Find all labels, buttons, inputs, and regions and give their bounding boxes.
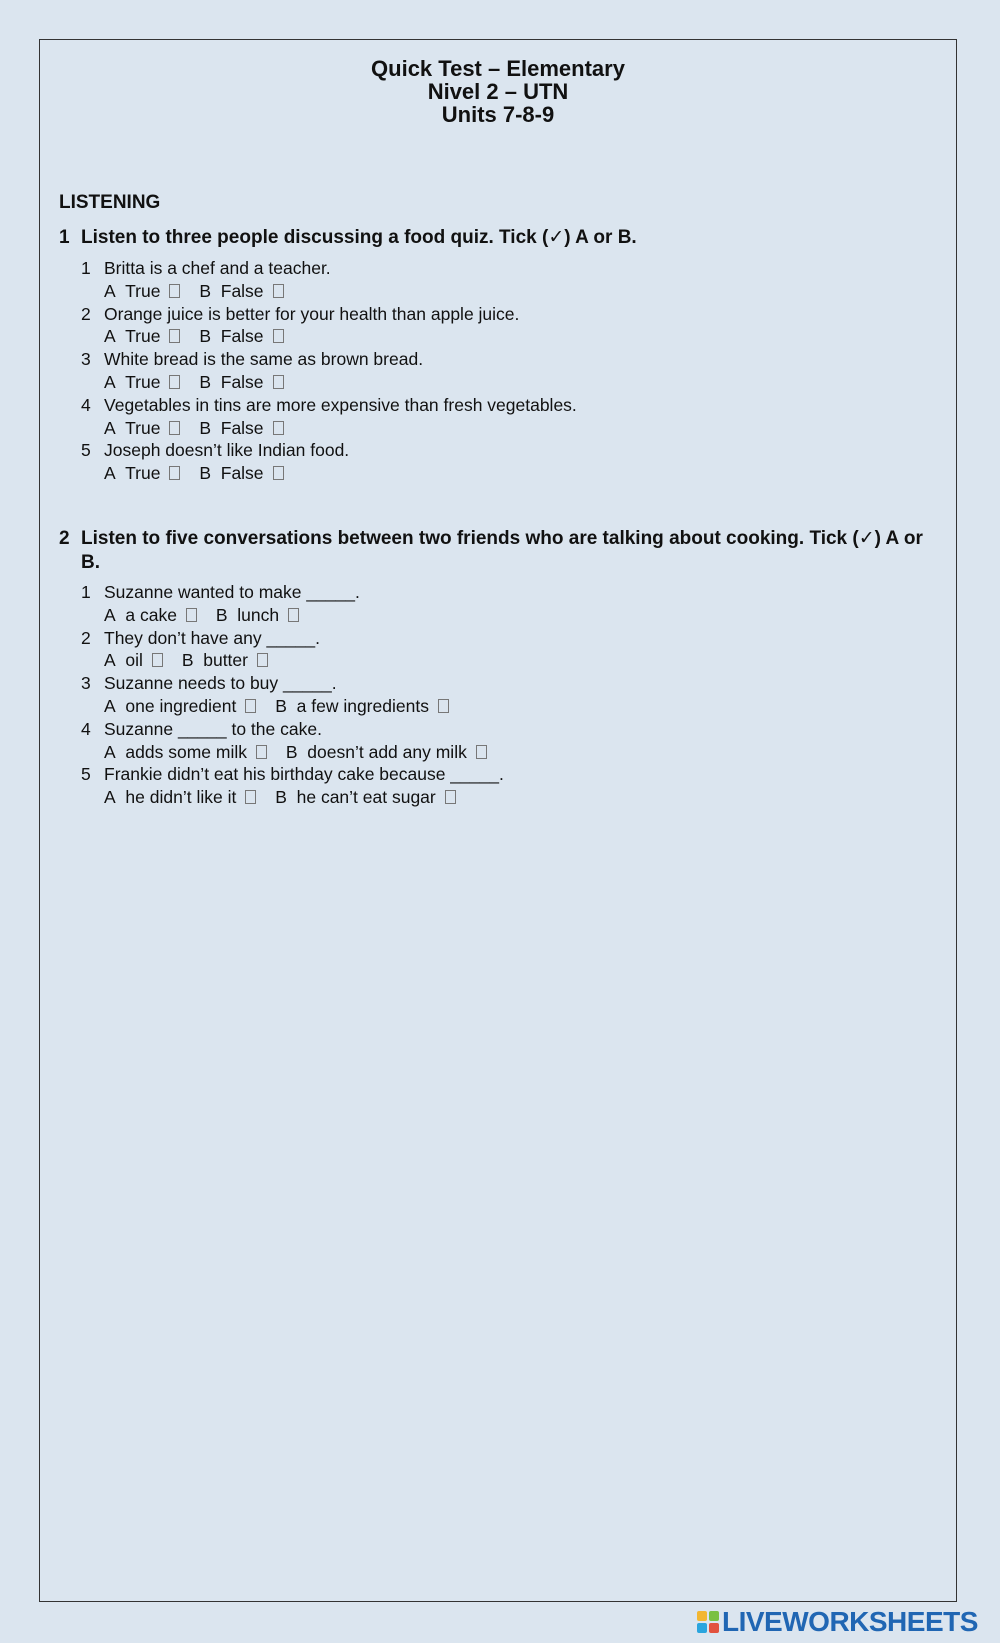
option-label: a cake: [125, 604, 177, 625]
option-a[interactable]: [104, 741, 267, 764]
item-number: 1: [81, 258, 91, 278]
checkbox[interactable]: [169, 329, 180, 343]
option-letter: B: [199, 463, 212, 484]
option-a[interactable]: [104, 417, 180, 440]
option-a[interactable]: [104, 280, 180, 303]
list-item: [81, 581, 504, 627]
list-item: [81, 672, 504, 718]
option-label: lunch: [237, 604, 280, 625]
list-item: [81, 303, 577, 349]
checkbox[interactable]: [288, 608, 299, 622]
option-label: he can’t eat sugar: [296, 787, 436, 808]
question-instruction: Listen to five conversations between two friends who are talking about cooking. Tick (✓) A or B.: [81, 528, 923, 573]
option-label: True: [125, 463, 161, 484]
item-text: They don’t have any _____.: [104, 627, 320, 648]
option-b[interactable]: [275, 786, 456, 809]
option-label: one ingredient: [125, 695, 237, 716]
question-number: 2: [59, 528, 70, 549]
option-label: False: [220, 371, 264, 392]
checkbox[interactable]: [169, 284, 180, 298]
item-text: Britta is a chef and a teacher.: [104, 258, 331, 278]
option-label: False: [220, 326, 264, 347]
item-number: 4: [81, 718, 91, 739]
option-b[interactable]: [199, 325, 283, 348]
checkbox[interactable]: [257, 653, 268, 667]
option-letter: B: [275, 787, 287, 808]
worksheet-page: [39, 39, 957, 1602]
option-letter: A: [104, 604, 116, 625]
option-label: butter: [203, 650, 248, 671]
option-letter: B: [199, 326, 212, 347]
item-text: White bread is the same as brown bread.: [104, 349, 424, 370]
checkbox[interactable]: [438, 699, 449, 713]
list-item: [81, 627, 504, 673]
option-letter: A: [104, 326, 116, 347]
option-label: adds some milk: [125, 741, 247, 762]
option-letter: B: [199, 371, 212, 392]
checkbox[interactable]: [476, 745, 487, 759]
item-text: Vegetables in tins are more expensive than fresh vegetables.: [104, 394, 577, 415]
item-text: Joseph doesn’t like Indian food.: [104, 440, 350, 461]
option-letter: B: [275, 695, 287, 716]
item-text: Suzanne needs to buy _____.: [104, 673, 337, 694]
item-number: 3: [81, 673, 91, 694]
title-line-3: Units 7-8-9: [441, 102, 555, 127]
list-item: [81, 257, 577, 303]
option-b[interactable]: [286, 741, 487, 764]
item-number: 2: [81, 303, 91, 324]
question-number: 1: [59, 227, 70, 248]
checkbox[interactable]: [152, 653, 163, 667]
option-label: True: [125, 326, 161, 347]
liveworksheets-logo-icon: [697, 1611, 719, 1633]
checkbox[interactable]: [273, 284, 284, 298]
option-a[interactable]: [104, 695, 256, 718]
item-number: 4: [81, 394, 91, 415]
option-b[interactable]: [216, 604, 299, 627]
checkbox[interactable]: [273, 421, 284, 435]
item-number: 1: [81, 582, 91, 602]
list-item: [81, 348, 577, 394]
question-1-items: [81, 257, 577, 485]
option-letter: A: [104, 417, 116, 438]
option-letter: B: [199, 417, 212, 438]
checkbox[interactable]: [256, 745, 267, 759]
option-letter: A: [104, 787, 116, 808]
checkbox[interactable]: [169, 375, 180, 389]
option-a[interactable]: [104, 649, 163, 672]
option-label: True: [125, 280, 161, 301]
option-letter: B: [199, 280, 212, 301]
option-a[interactable]: [104, 604, 197, 627]
option-letter: A: [104, 650, 116, 671]
page-title: [40, 57, 956, 126]
section-heading: LISTENING: [59, 192, 161, 213]
checkbox[interactable]: [273, 375, 284, 389]
option-b[interactable]: [199, 417, 283, 440]
checkbox[interactable]: [169, 466, 180, 480]
list-item: [81, 439, 577, 485]
option-letter: A: [104, 280, 116, 301]
checkbox[interactable]: [186, 608, 197, 622]
option-letter: A: [104, 371, 116, 392]
option-b[interactable]: [199, 462, 283, 485]
option-letter: A: [104, 463, 116, 484]
option-label: oil: [125, 650, 143, 671]
option-letter: B: [285, 741, 298, 762]
option-letter: B: [215, 604, 228, 625]
option-a[interactable]: [104, 462, 180, 485]
option-label: False: [220, 463, 264, 484]
item-text: Orange juice is better for your health than apple juice.: [104, 303, 520, 324]
option-letter: A: [104, 695, 116, 716]
option-label: True: [125, 417, 161, 438]
list-item: [81, 394, 577, 440]
item-text: Suzanne _____ to the cake.: [104, 718, 322, 739]
option-letter: A: [104, 741, 116, 762]
option-a[interactable]: [104, 325, 180, 348]
option-a[interactable]: [104, 786, 256, 809]
checkbox[interactable]: [245, 699, 256, 713]
option-b[interactable]: [199, 371, 283, 394]
item-text: Frankie didn’t eat his birthday cake because _____.: [104, 764, 504, 785]
checkbox[interactable]: [273, 466, 284, 480]
option-label: a few ingredients: [296, 695, 429, 716]
item-number: 2: [81, 627, 91, 648]
question-2-items: [81, 581, 504, 809]
question-1-heading: [59, 226, 929, 250]
item-number: 3: [81, 349, 91, 370]
option-label: doesn’t add any milk: [307, 741, 467, 762]
item-text: Suzanne wanted to make _____.: [104, 582, 360, 602]
option-b[interactable]: [199, 280, 283, 303]
title-line-1: Quick Test – Elementary: [371, 56, 625, 81]
item-number: 5: [81, 764, 91, 785]
title-line-2: Nivel 2 – UTN: [427, 79, 569, 104]
checkbox[interactable]: [169, 421, 180, 435]
question-2-heading: [59, 527, 929, 575]
checkbox[interactable]: [245, 790, 256, 804]
option-label: True: [125, 371, 161, 392]
logo-text: LIVEWORKSHEETS: [722, 1606, 978, 1637]
option-letter: B: [181, 650, 194, 671]
option-label: False: [220, 417, 264, 438]
option-b[interactable]: [182, 649, 268, 672]
option-b[interactable]: [275, 695, 449, 718]
question-instruction: Listen to three people discussing a food quiz. Tick (✓) A or B.: [81, 227, 637, 248]
checkbox[interactable]: [445, 790, 456, 804]
option-a[interactable]: [104, 371, 180, 394]
checkbox[interactable]: [273, 329, 284, 343]
option-label: False: [220, 280, 264, 301]
liveworksheets-logo[interactable]: [697, 1605, 978, 1639]
list-item: [81, 763, 504, 809]
option-label: he didn’t like it: [125, 787, 237, 808]
list-item: [81, 718, 504, 764]
item-number: 5: [81, 440, 91, 461]
